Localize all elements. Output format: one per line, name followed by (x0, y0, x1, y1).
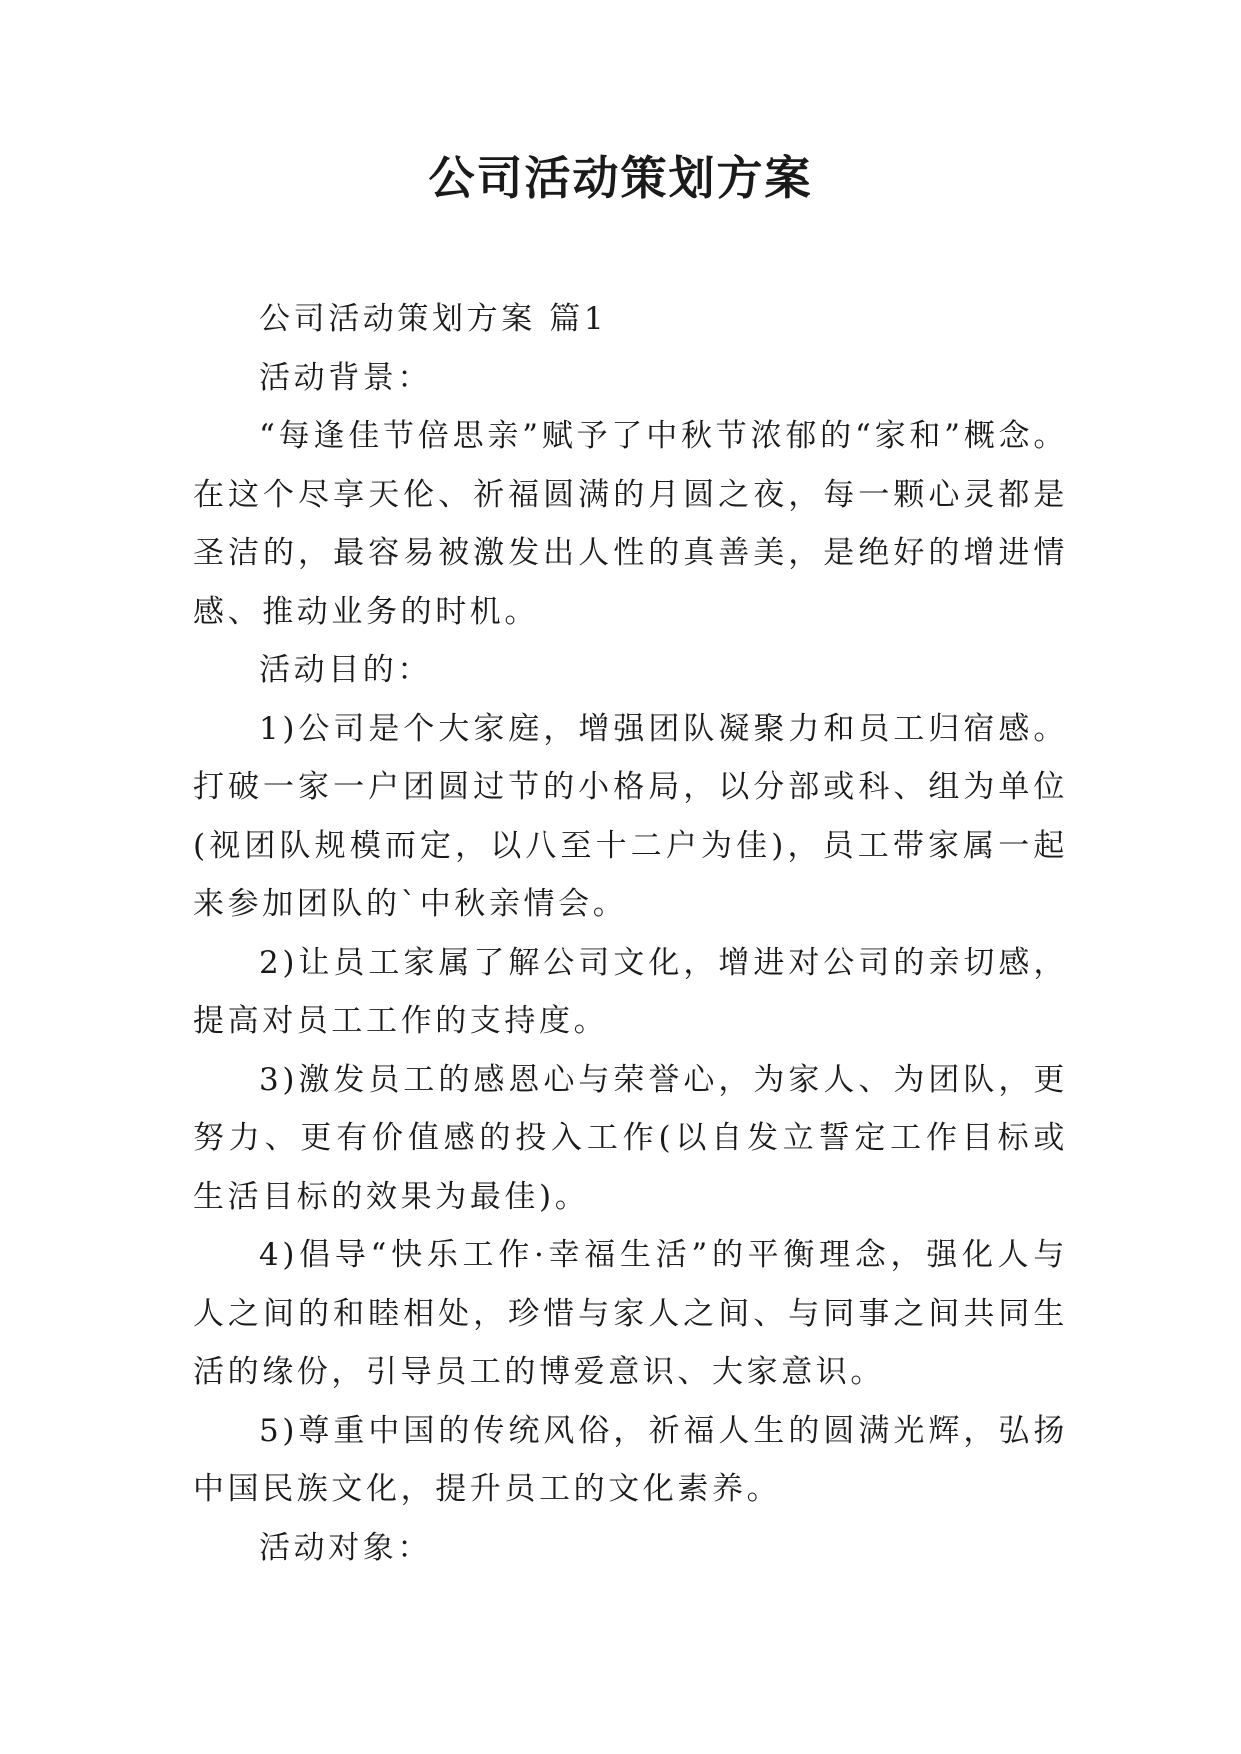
subheading-purpose: 活动目的： (259, 652, 432, 688)
subheading-audience: 活动对象： (259, 1529, 432, 1566)
purpose-item-5: 5)尊重中国的传统风俗，祈福人生的圆满光辉，弘扬中国民族文化，提升员工的文化素养。 (193, 1412, 1068, 1507)
document-title: 公司活动策划方案 (428, 151, 813, 205)
paragraph-background: “每逢佳节倍思亲”赋予了中秋节浓郁的“家和”概念。在这个尽享天伦、祈福圆满的月圆之夜，每一颗心灵都是圣洁的，最容易被激发出人性的真善美，是绝好的增进情感、推动业务的时机。 (193, 418, 1068, 630)
document-body (193, 290, 1068, 1577)
section-heading: 公司活动策划方案 篇1 (259, 301, 608, 337)
purpose-item-4: 4)倡导“快乐工作·幸福生活”的平衡理念，强化人与人之间的和睦相处，珍惜与家人之间、与同事之间共同生活的缘份，引导员工的博爱意识、大家意识。 (193, 1237, 1068, 1390)
purpose-item-1: 1)公司是个大家庭，增强团队凝聚力和员工归宿感。打破一家一户团圆过节的小格局，以分部或科、组为单位(视团队规模而定，以八至十二户为佳)，员工带家属一起来参加团队的`中秋亲情会。 (193, 710, 1068, 922)
purpose-item-3: 3)激发员工的感恩心与荣誉心，为家人、为团队，更努力、更有价值感的投入工作(以自发立誓定工作目标或生活目标的效果为最佳)。 (193, 1061, 1068, 1215)
subheading-background: 活动背景： (259, 359, 432, 396)
purpose-item-2: 2)让员工家属了解公司文化，增进对公司的亲切感，提高对员工工作的支持度。 (193, 944, 1068, 1039)
